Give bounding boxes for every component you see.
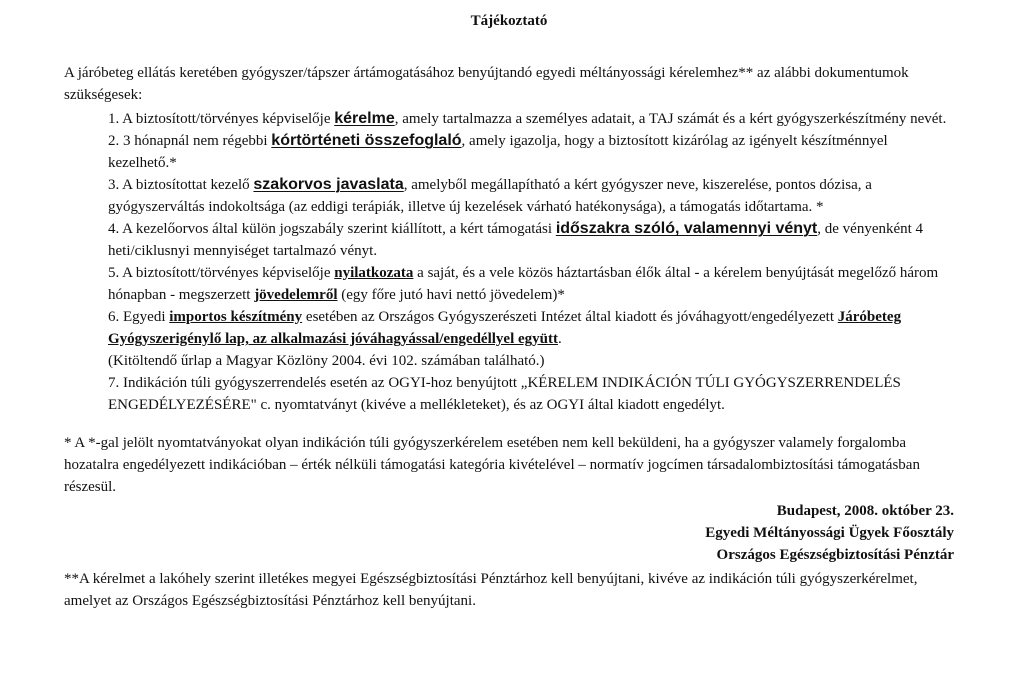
item-3-rest: , amelyből megállapítható a kért gyógyszer neve, kiszerelése, pontos dózisa, a gyógyszerváltás indokoltsága (az eddigi terápiák, illetve új kezelések várható hatékonysága), a támogatás időtartama. * [108, 177, 872, 215]
item-5-keyword-1: nyilatkozata [334, 265, 414, 281]
footnote-asterisk: * A *-gal jelölt nyomtatványokat olyan indikáción túli gyógyszerkérelem esetében nem kell beküldeni, ha a gyógyszer valamely forgalomba hozatalra engedélyezett indikációban – érték nélküli támogatási kategória kivételével – normatív jogcímen társadalombiztosítási támogatásban részesül. [64, 435, 920, 495]
signature-organization: Országos Egészségbiztosítási Pénztár [716, 547, 954, 563]
list-item-1 [108, 108, 954, 130]
item-5-part-3: (egy főre jutó havi nettó jövedelem)* [337, 287, 565, 303]
item-1-keyword: kérelme [334, 110, 395, 127]
list-item-5 [108, 262, 954, 306]
list-item-2 [108, 130, 954, 174]
item-1-rest: , amely tartalmazza a személyes adatait, a TAJ számát és a kért gyógyszerkészítmény nevét. [394, 111, 947, 127]
item-5-keyword-2: jövedelemről [254, 287, 338, 303]
document-title: Tájékoztató [470, 13, 548, 29]
item-6-note: (Kitöltendő űrlap a Magyar Közlöny 2004. évi 102. számában található.) [108, 353, 545, 369]
item-6-keyword-2: Járóbeteg Gyógyszerigénylő lap, az alkalmazási jóváhagyással/engedéllyel együtt [108, 309, 902, 347]
footnote-double-asterisk: **A kérelmet a lakóhely szerint illetékes megyei Egészségbiztosítási Pénztárhoz kell benyújtani, kivéve az indikáción túli gyógyszerkérelmet, amelyet az Országos Egészségbiztosítási Pénztárhoz kell benyújtani. [64, 571, 918, 609]
item-6-part-1: 6. Egyedi [108, 309, 170, 325]
item-5-part-1: 5. A biztosított/törvényes képviselője [108, 265, 335, 281]
item-1-lead: 1. A biztosított/törvényes képviselője [108, 111, 335, 127]
item-3-keyword: szakorvos javaslata [253, 176, 404, 193]
list-item-3 [108, 174, 954, 218]
list-item-7: 7. Indikáción túli gyógyszerrendelés esetén az OGYI-hoz benyújtott „KÉRELEM INDIKÁCIÓN TÚLI GYÓGYSZERRENDELÉS ENGEDÉLYEZÉSÉRE" c. nyomtatványt (kivéve a mellékleteket), és az OGYI által kiadott engedélyt. [108, 375, 901, 413]
requirements-list [108, 108, 954, 416]
list-item-6 [108, 306, 954, 372]
item-3-lead: 3. A biztosítottat kezelő [108, 177, 254, 193]
item-6-part-2: esetében az Országos Gyógyszerészeti Intézet által kiadott és jóváhagyott/engedélyezett [302, 309, 838, 325]
item-2-keyword: kórtörténeti összefoglaló [271, 132, 462, 149]
intro-paragraph: A járóbeteg ellátás keretében gyógyszer/tápszer ártámogatásához benyújtandó egyedi méltányossági kérelemhez** az alábbi dokumentumok szükségesek: [64, 65, 909, 103]
item-6-keyword-1: importos készítmény [169, 309, 303, 325]
signature-date: Budapest, 2008. október 23. [776, 503, 954, 519]
item-4-keyword: időszakra szóló, valamennyi vényt [555, 220, 818, 237]
item-2-rest: , amely igazolja, hogy a biztosított kizárólag az igényelt készítménnyel kezelhető.* [108, 133, 888, 171]
list-item-4 [108, 218, 954, 262]
item-6-part-3: . [557, 331, 562, 347]
item-2-lead: 2. 3 hónapnál nem régebbi [108, 133, 272, 149]
signature-department: Egyedi Méltányossági Ügyek Főosztály [705, 525, 954, 541]
item-5-part-2: a saját, és a vele közös háztartásban élők által - a kérelem benyújtását megelőző három hónapban - megszerzett [108, 265, 939, 303]
item-4-rest: , de vényenként 4 heti/ciklusnyi mennyiséget tartalmazó vényt. [108, 221, 924, 259]
item-4-lead: 4. A kezelőorvos által külön jogszabály szerint kiállított, a kért támogatási [108, 221, 556, 237]
